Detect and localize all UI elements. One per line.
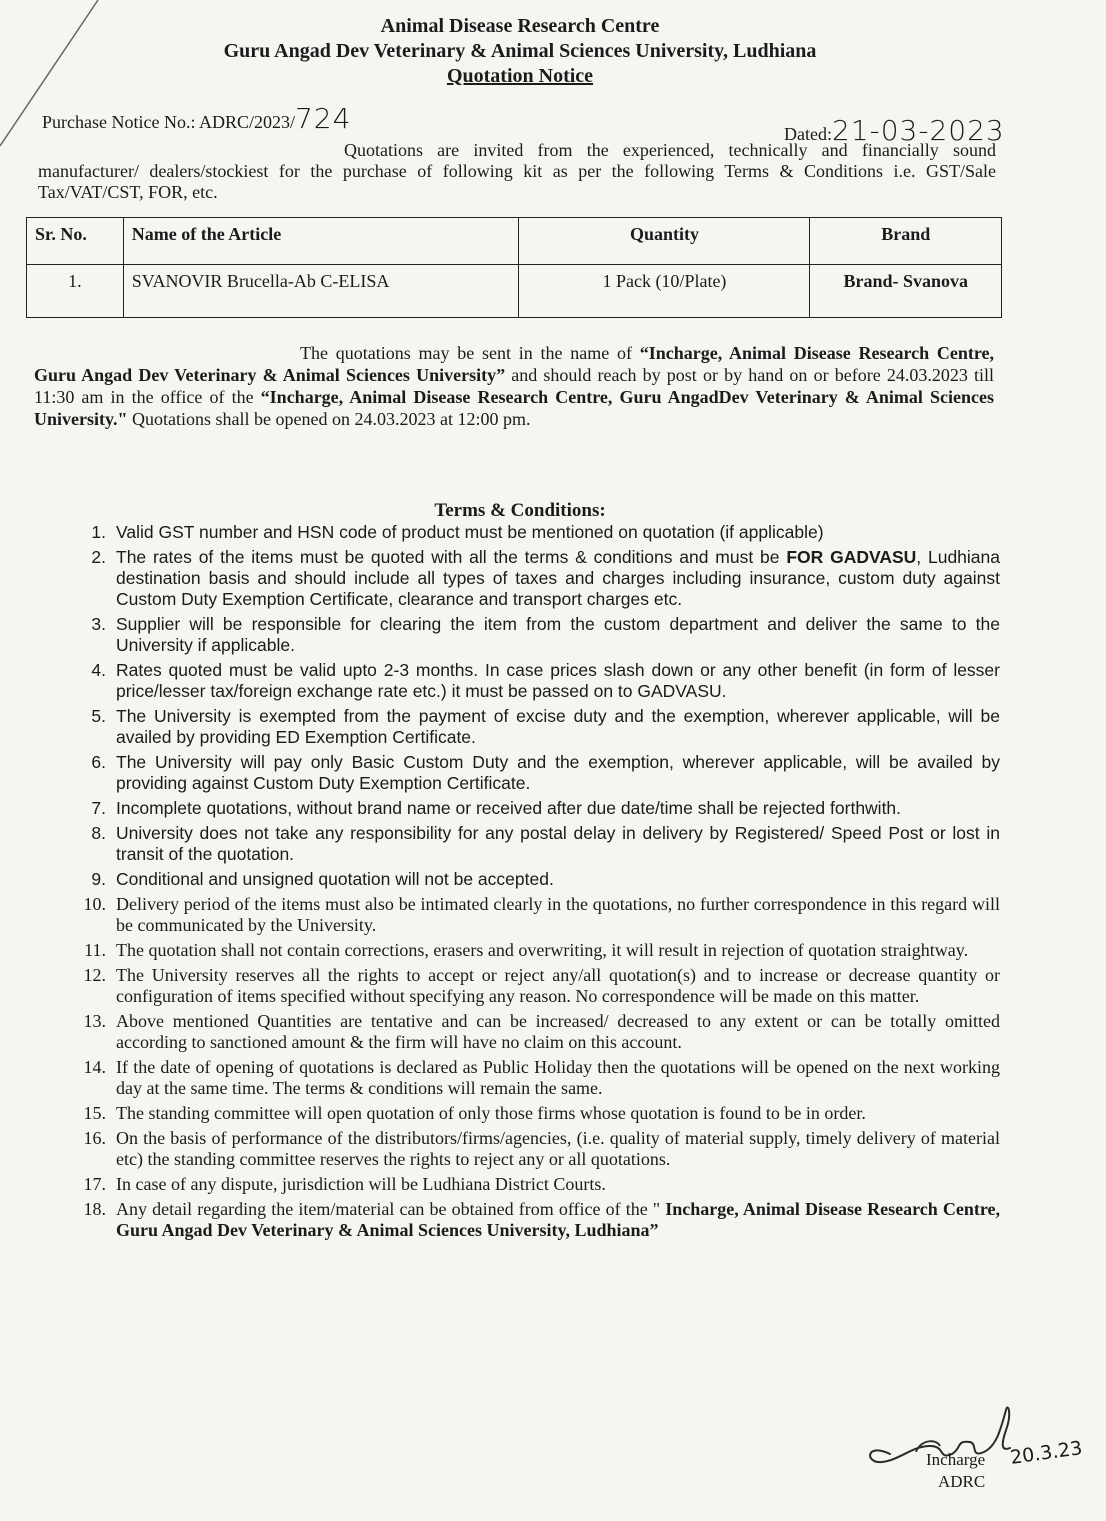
items-table-header bbox=[27, 218, 1002, 265]
term-number: 8. bbox=[91, 823, 106, 843]
term-text: Valid GST number and HSN code of product must be mentioned on quotation (if applicable) bbox=[116, 522, 824, 542]
term-text: On the basis of performance of the distributors/firms/agencies, (i.e. quality of material supply, timely delivery of material etc) the standing committee reserves the rights to reject any or all quotations. bbox=[116, 1128, 1000, 1169]
submission-text-1: The quotations may be sent in the name of bbox=[300, 343, 640, 363]
term-text: Rates quoted must be valid upto 2-3 months. In case prices slash down or any other benefit (in form of lesser price/lesser tax/foreign exchange rate etc.) it must be passed on to GADVASU. bbox=[116, 660, 1000, 701]
terms-list bbox=[64, 522, 1000, 1245]
list-item bbox=[64, 823, 1000, 865]
list-item bbox=[64, 660, 1000, 702]
purchase-notice-label: Purchase Notice No.: ADRC/2023/ bbox=[42, 112, 295, 132]
document-header bbox=[0, 14, 1040, 88]
term-number: 2. bbox=[91, 547, 106, 567]
purchase-notice-number bbox=[42, 102, 351, 135]
header-sr-no: Sr. No. bbox=[27, 218, 124, 265]
term-text: University does not take any responsibility for any postal delay in delivery by Registered/ Speed Post or lost in transit of the quotation. bbox=[116, 823, 1000, 864]
term-number: 6. bbox=[91, 752, 106, 772]
list-item bbox=[64, 1057, 1000, 1099]
intro-paragraph: Quotations are invited from the experienced, technically and financially sound manufacturer/ dealers/stockiest for the purchase of following kit as per the following Terms & Conditions i.e. GST/Sale Tax/VAT/CST, FOR, etc. bbox=[38, 140, 996, 202]
term-text: Supplier will be responsible for clearing the item from the custom department and deliver the same to the University if applicable. bbox=[116, 614, 1000, 655]
term-number: 3. bbox=[91, 614, 106, 634]
list-item bbox=[64, 940, 1000, 961]
notice-title: Quotation Notice bbox=[446, 65, 594, 87]
term-text: Above mentioned Quantities are tentative and can be increased/ decreased to any extent or can be totally omitted according to sanctioned amount & the firm will have no claim on this account. bbox=[116, 1011, 1000, 1052]
term-text: Incomplete quotations, without brand name or received after due date/time shall be rejected forthwith. bbox=[116, 798, 902, 818]
signatory-office: ADRC bbox=[938, 1472, 986, 1491]
purchase-notice-handwritten-number: 724 bbox=[294, 102, 352, 135]
submission-text-2: and should reach by post or by hand on or before 24.03.2023 till 11:30 am in the office of the bbox=[34, 365, 994, 407]
list-item bbox=[64, 547, 1000, 610]
term-text: , Ludhiana destination basis and should include all types of taxes and charges including insurance, custom duty against Custom Duty Exemption Certificate, clearance and transport charges etc. bbox=[116, 547, 1000, 609]
submission-text-3: Quotations shall be opened on 24.03.2023 at 12:00 pm. bbox=[127, 409, 531, 429]
dated-handwritten-value: 21-03-2023 bbox=[831, 114, 1005, 147]
term-text: The University will pay only Basic Custom Duty and the exemption, wherever applicable, will be availed by providing against Custom Duty Exemption Certificate. bbox=[116, 752, 1000, 793]
term-number: 14. bbox=[83, 1057, 106, 1077]
list-item bbox=[64, 706, 1000, 748]
header-brand: Brand bbox=[810, 218, 1002, 265]
term-text: In case of any dispute, jurisdiction will be Ludhiana District Courts. bbox=[116, 1174, 606, 1194]
term-number: 16. bbox=[83, 1128, 106, 1148]
term-number: 10. bbox=[83, 894, 106, 914]
cell-sr-no: 1. bbox=[27, 265, 124, 318]
term-bold-text: FOR GADVASU bbox=[786, 547, 917, 567]
list-item bbox=[64, 798, 1000, 819]
term-number: 4. bbox=[91, 660, 106, 680]
submission-paragraph bbox=[34, 342, 994, 430]
term-text: The University is exempted from the payment of excise duty and the exemption, wherever applicable, will be availed by providing ED Exemption Certificate. bbox=[116, 706, 1000, 747]
submission-addressee: “Incharge, Animal Disease Research Centre, Guru Angad Dev Veterinary & Animal Sciences University” bbox=[34, 343, 995, 385]
centre-name: Animal Disease Research Centre bbox=[380, 15, 660, 37]
submission-office: “Incharge, Animal Disease Research Centre, Guru AngadDev Veterinary & Animal Sciences University." bbox=[34, 387, 994, 429]
term-number: 7. bbox=[91, 798, 106, 818]
list-item bbox=[64, 1199, 1000, 1241]
term-text: The standing committee will open quotation of only those firms whose quotation is found to be in order. bbox=[116, 1103, 866, 1123]
term-number: 9. bbox=[91, 869, 106, 889]
term-number: 13. bbox=[83, 1011, 106, 1031]
term-number: 15. bbox=[83, 1103, 106, 1123]
term-text: Delivery period of the items must also be intimated clearly in the quotations, no further correspondence in this regard will be communicated by the University. bbox=[116, 894, 1000, 935]
items-table bbox=[26, 217, 1002, 318]
term-text: The rates of the items must be quoted with all the terms & conditions and must be bbox=[116, 547, 787, 567]
term-number: 17. bbox=[83, 1174, 106, 1194]
term-text: If the date of opening of quotations is declared as Public Holiday then the quotations will be opened on the next working day at the same time. The terms & conditions will remain the same. bbox=[116, 1057, 1000, 1098]
list-item bbox=[64, 965, 1000, 1007]
list-item bbox=[64, 522, 1000, 543]
term-text: Any detail regarding the item/material can be obtained from office of the " bbox=[116, 1199, 666, 1219]
table-row bbox=[27, 265, 1002, 318]
header-article-name: Name of the Article bbox=[123, 218, 519, 265]
header-quantity: Quantity bbox=[519, 218, 810, 265]
list-item bbox=[64, 1128, 1000, 1170]
term-number: 1. bbox=[91, 522, 106, 542]
term-number: 18. bbox=[83, 1199, 106, 1219]
list-item bbox=[64, 1011, 1000, 1053]
term-number: 12. bbox=[83, 965, 106, 985]
university-name: Guru Angad Dev Veterinary & Animal Sciences University, Ludhiana bbox=[223, 40, 817, 62]
list-item bbox=[64, 1103, 1000, 1124]
term-text: Conditional and unsigned quotation will not be accepted. bbox=[116, 869, 554, 889]
term-number: 5. bbox=[91, 706, 106, 726]
cell-article-name: SVANOVIR Brucella-Ab C-ELISA bbox=[123, 265, 519, 318]
list-item bbox=[64, 894, 1000, 936]
list-item bbox=[64, 614, 1000, 656]
list-item bbox=[64, 869, 1000, 890]
signature-date: 20.3.23 bbox=[1008, 1437, 1084, 1469]
terms-title: Terms & Conditions: bbox=[434, 500, 606, 521]
term-text: The quotation shall not contain corrections, erasers and overwriting, it will result in rejection of quotation straightway. bbox=[116, 940, 969, 960]
signatory-title: Incharge bbox=[926, 1450, 986, 1469]
list-item bbox=[64, 1174, 1000, 1195]
list-item bbox=[64, 752, 1000, 794]
cell-quantity: 1 Pack (10/Plate) bbox=[519, 265, 810, 318]
dated-label: Dated: bbox=[784, 124, 832, 144]
cell-brand: Brand- Svanova bbox=[810, 265, 1002, 318]
term-number: 11. bbox=[84, 940, 106, 960]
term-bold-text: Incharge, Animal Disease Research Centre, Guru Angad Dev Veterinary & Animal Sciences University, Ludhiana” bbox=[116, 1199, 1000, 1240]
term-text: The University reserves all the rights to accept or reject any/all quotation(s) and to increase or decrease quantity or configuration of items specified without specifying any reason. No correspondence will be made on this matter. bbox=[116, 965, 1000, 1006]
